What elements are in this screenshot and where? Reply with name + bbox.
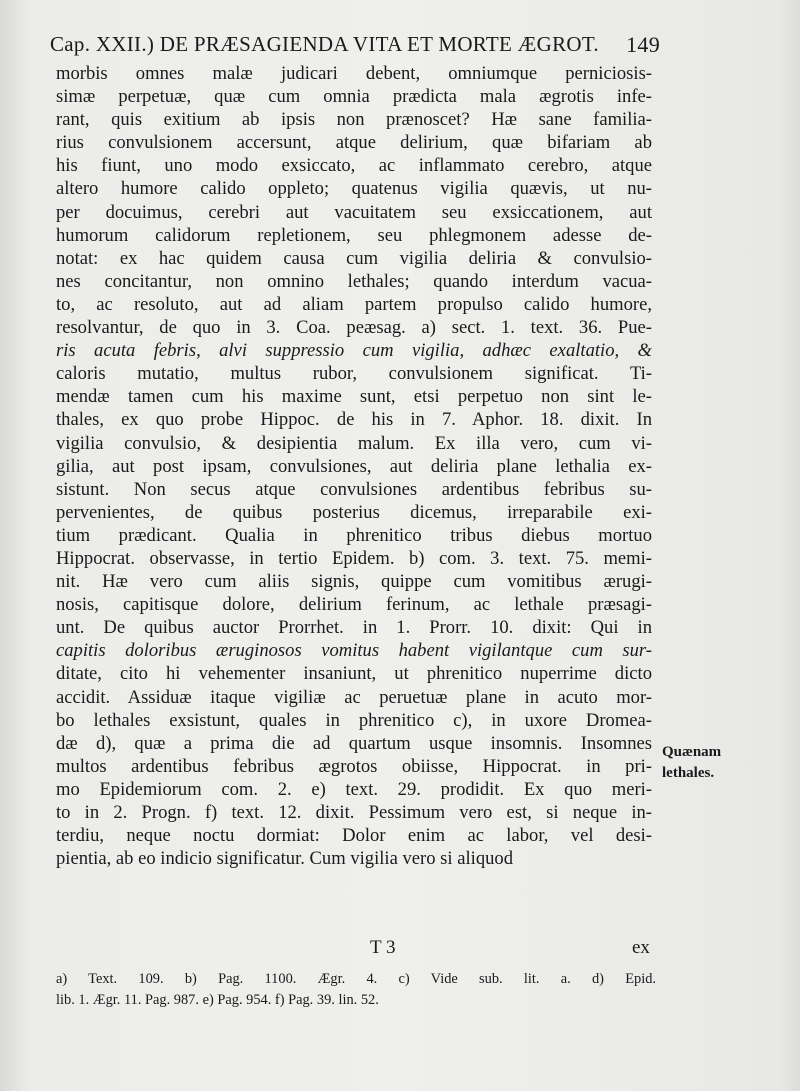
text-line: mo Epidemiorum com. 2. e) text. 29. prodidit. Ex quo meri- [56, 778, 652, 800]
text-line: altero humore calido oppleto; quatenus vigilia quævis, ut nu- [56, 178, 652, 200]
text-line: per docuimus, cerebri aut vacuitatem seu exsiccationem, aut [56, 201, 652, 223]
footnotes [56, 969, 656, 1011]
body-text [56, 62, 652, 870]
page-header [50, 32, 660, 62]
text-line: humorum calidorum repletionem, seu phlegmonem adesse de- [56, 224, 652, 246]
text-line: to, ac resoluto, aut ad aliam partem propulso calido humore, [56, 293, 652, 315]
text-line: to in 2. Progn. f) text. 12. dixit. Pessimum vero est, si neque in- [56, 802, 652, 823]
text-line: terdiu, neque noctu dormiat: Dolor enim ac labor, vel desi- [56, 825, 652, 847]
text-line: multos ardentibus febribus ægrotos obiisse, Hippocrat. in pri- [56, 755, 652, 777]
text-line: mendæ tamen cum his maxime sunt, etsi perpetuo non sint le- [56, 386, 652, 408]
text-line: gilia, aut post ipsam, convulsiones, aut deliria plane lethalia ex- [56, 455, 652, 477]
text-line: pervenientes, de quibus posterius dicemus, irreparabile exi- [56, 501, 652, 523]
text-line: unt. De quibus auctor Prorrhet. in 1. Prorr. 10. dixit: Qui in [56, 617, 652, 639]
footnote-line: lib. 1. Ægr. 11. Pag. 987. e) Pag. 954. f) Pag. 39. lin. 52. [56, 992, 379, 1008]
text-line: notat: ex hac quidem causa cum vigilia deliria & convulsio- [56, 247, 652, 269]
footnote-line: a) Text. 109. b) Pag. 1100. Ægr. 4. c) Vide sub. lit. a. d) Epid. [56, 971, 656, 987]
text-line: bo lethales exsistunt, quales in phrenitico c), in uxore Dromea- [56, 709, 652, 731]
signature-mark: T 3 [370, 937, 396, 958]
text-line: Hippocrat. observasse, in tertio Epidem. b) com. 3. text. 75. memi- [56, 547, 652, 569]
text-line: ris acuta febris, alvi suppressio cum vigilia, adhæc exaltatio, & [56, 340, 652, 362]
text-line: vigilia convulsio, & desipientia malum. Ex illa vero, cum vi- [56, 432, 652, 454]
text-line: tium prædicant. Qualia in phrenitico tribus diebus mortuo [56, 524, 652, 546]
page-number: 149 [626, 32, 660, 57]
margin-note-line: lethales. [662, 765, 715, 781]
text-line: ditate, cito hi vehementer insaniunt, ut phrenitico nuperrime dicto [56, 663, 652, 685]
text-line: his fiunt, uno modo exsiccato, ac inflammato cerebro, atque [56, 155, 652, 177]
text-line: rant, quis exitium ab ipsis non prænoscet? Hæ sane familia- [56, 109, 652, 131]
text-line: dæ d), quæ a prima die ad quartum usque insomnis. Insomnes [56, 732, 652, 754]
margin-note [662, 742, 762, 784]
text-line: nit. Hæ vero cum aliis signis, quippe cum vomitibus ærugi- [56, 571, 652, 593]
running-title: Cap. XXII.) DE PRÆSAGIENDA VITA ET MORTE ÆGROT. [50, 32, 599, 56]
text-line: nosis, capitisque dolore, delirium ferinum, ac lethale præsagi- [56, 594, 652, 616]
text-line: caloris mutatio, multus rubor, convulsionem significat. Ti- [56, 363, 652, 385]
text-line: morbis omnes malæ judicari debent, omniumque perniciosis- [56, 63, 652, 84]
text-line: nes concitantur, non omnino lethales; quando interdum vacua- [56, 270, 652, 292]
catchword: ex [632, 937, 650, 958]
text-line: sistunt. Non secus atque convulsiones ardentibus febribus su- [56, 478, 652, 500]
text-line: capitis doloribus æruginosos vomitus habent vigilantque cum sur- [56, 640, 652, 662]
text-line: pientia, ab eo indicio significatur. Cum vigilia vero si aliquod [56, 848, 514, 870]
text-line: simæ perpetuæ, quæ cum omnia prædicta mala ægrotis infe- [56, 86, 652, 108]
text-line: accidit. Assiduæ itaque vigiliæ ac peruetuæ plane in acuto mor- [56, 686, 652, 708]
text-line: rius convulsionem accersunt, atque delirium, quæ bifariam ab [56, 132, 652, 154]
text-line: thales, ex quo probe Hippoc. de his in 7. Aphor. 18. dixit. In [56, 409, 652, 431]
text-line: resolvantur, de quo in 3. Coa. peæsag. a) sect. 1. text. 36. Pue- [56, 317, 652, 339]
margin-note-line: Quænam [662, 744, 722, 760]
